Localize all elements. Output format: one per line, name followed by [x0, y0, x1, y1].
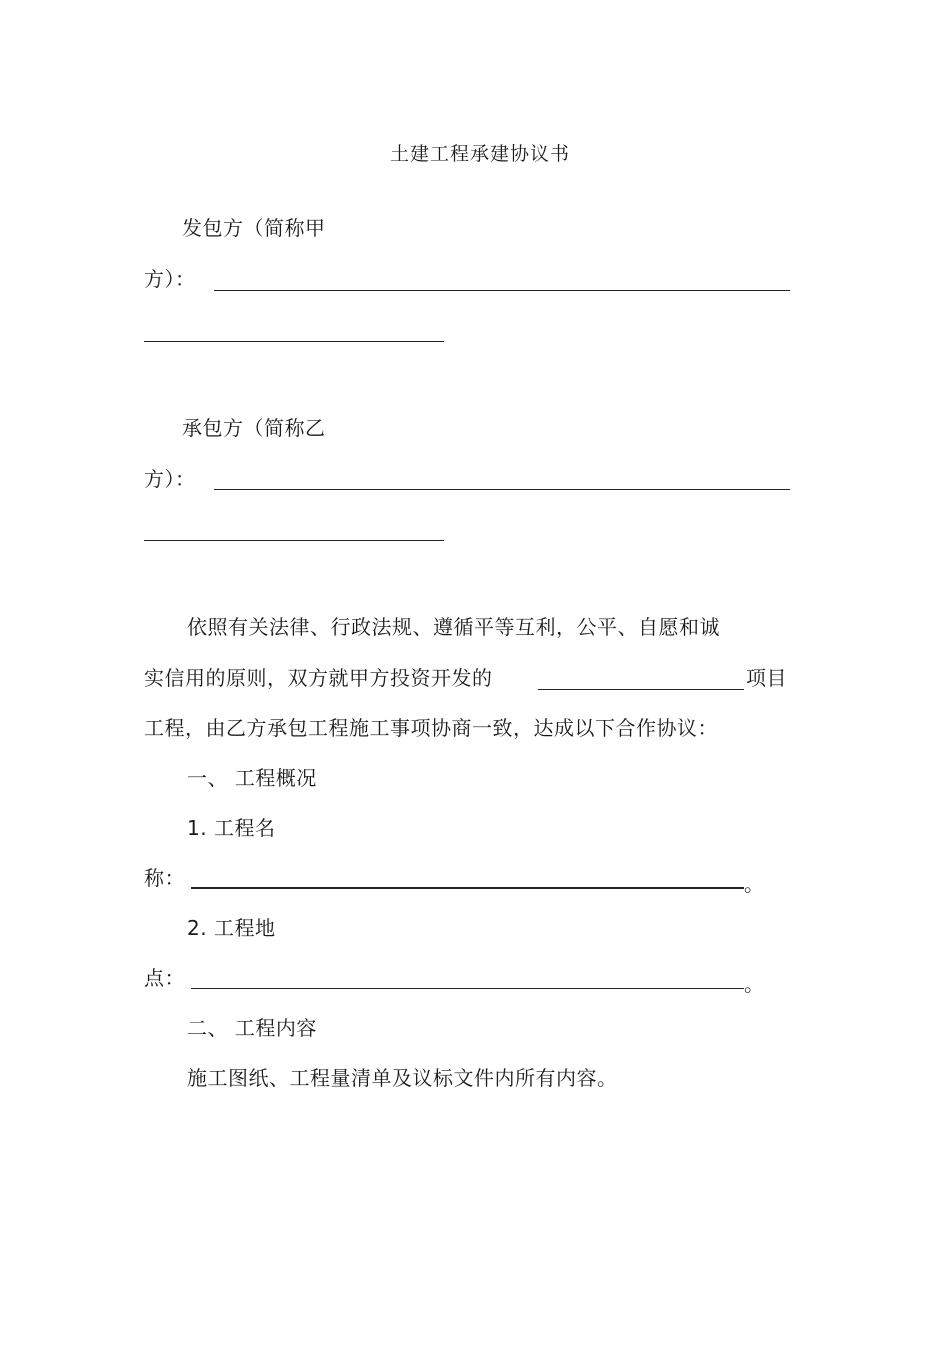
project-location-line: [191, 988, 744, 989]
project-name-period: 。: [744, 872, 765, 896]
project-location-label-cont: 点：: [144, 966, 185, 990]
project-name-label: 1. 工程名: [187, 816, 276, 840]
party-b-label: 承包方（简称乙: [182, 416, 326, 440]
preamble-line-1: 依照有关法律、行政法规、遵循平等互利，公平、自愿和诚: [187, 615, 720, 639]
party-a-label-cont: 方）：: [144, 267, 196, 291]
project-location-period: 。: [744, 972, 765, 996]
party-a-blank-line: [214, 290, 790, 291]
preamble-line-2: 实信用的原则，双方就甲方投资开发的: [144, 666, 493, 690]
project-name-label-cont: 称：: [144, 866, 185, 890]
party-b-label-cont: 方）：: [144, 467, 196, 491]
project-name-line: [191, 887, 744, 889]
project-location-label: 2. 工程地: [187, 916, 276, 940]
section-2-heading: 二、 工程内容: [187, 1016, 317, 1040]
preamble-line-3: 工程，由乙方承包工程施工事项协商一致，达成以下合作协议：: [144, 716, 718, 740]
party-b-blank-line-2: [144, 540, 444, 541]
document-title: 土建工程承建协议书: [390, 143, 571, 165]
project-name-blank-line: [538, 689, 744, 690]
party-a-label: 发包方（简称甲: [182, 216, 326, 240]
section-2-body: 施工图纸、工程量清单及议标文件内所有内容。: [187, 1066, 618, 1090]
party-b-blank-line: [214, 489, 790, 490]
preamble-line-2-end: 项目: [746, 666, 787, 690]
party-a-blank-line-2: [144, 341, 444, 342]
section-1-heading: 一、 工程概况: [187, 766, 317, 790]
